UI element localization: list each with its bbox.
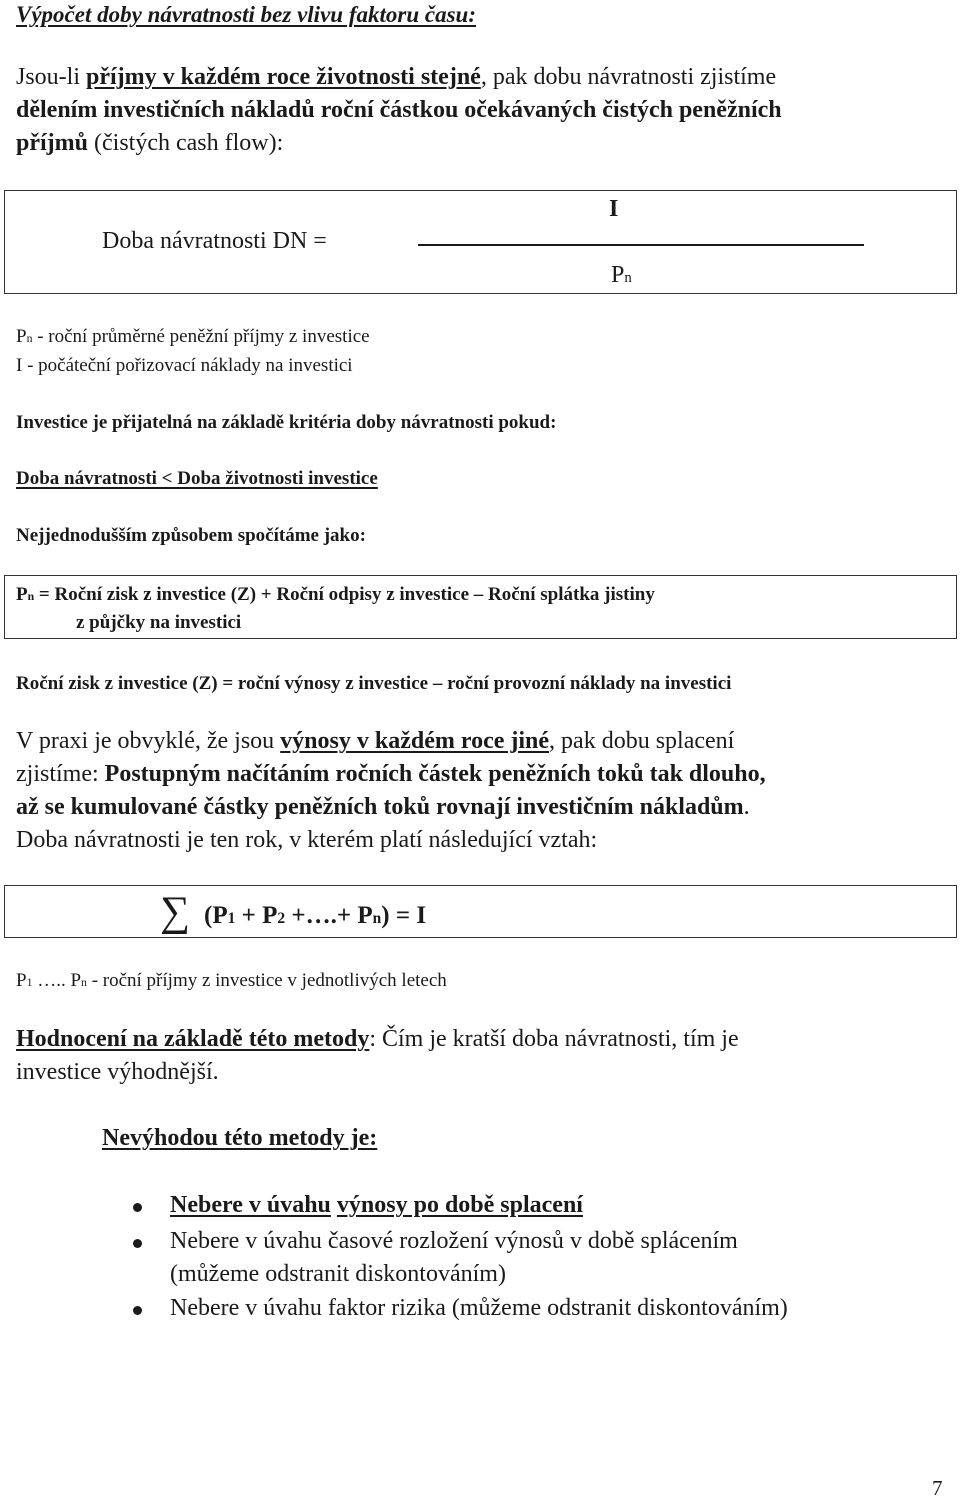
practice-line1-pre: V praxi je obvyklé, že jsou — [16, 728, 281, 754]
formula2-base: P — [16, 584, 28, 605]
bullet-item-3: Nebere v úvahu faktor rizika (můžeme odstranit diskontováním) — [170, 1295, 788, 1321]
bullet-icon — [133, 1239, 142, 1248]
formula-box-sum — [4, 885, 957, 938]
denominator-base: P — [611, 262, 625, 288]
legend-i: I - počáteční pořizovací náklady na investici — [16, 355, 353, 376]
bullet-item-2-line-2: (můžeme odstranit diskontováním) — [170, 1261, 506, 1287]
formula2-line-2: z půjčky na investici — [76, 612, 242, 633]
legend-pn-base: P — [16, 326, 27, 347]
formula2-text: = Roční zisk z investice (Z) + Roční odpisy z investice – Roční splátka jistiny — [34, 584, 655, 605]
bullet-icon — [133, 1306, 142, 1315]
bullet-item-2-line-1: Nebere v úvahu časové rozložení výnosů v době splácením — [170, 1228, 738, 1254]
page-number: 7 — [932, 1476, 943, 1500]
sigma-icon: ∑ — [160, 889, 190, 935]
sum-open: (P — [204, 902, 228, 929]
practice-line3-bold: až se kumulované částky peněžních toků rovnají investičním nákladům — [16, 794, 744, 820]
bullet1-part-1: Nebere v úvahu — [170, 1192, 331, 1218]
evaluation-text-1: : Čím je kratší doba návratnosti, tím je — [369, 1026, 739, 1052]
sum-plus-2: +….+ P — [285, 902, 373, 929]
legend2-text: - roční příjmy z investice v jednotlivých letech — [86, 970, 447, 991]
formula2-sub: n — [27, 590, 35, 603]
intro-line3-bold: příjmů — [16, 130, 88, 156]
profit-text: Roční zisk z investice (Z) = roční výnosy z investice – roční provozní náklady na investici — [16, 673, 732, 694]
formula2-line-1 — [16, 584, 655, 606]
legend2-dots: ….. P — [32, 970, 82, 991]
practice-line-2 — [16, 761, 766, 788]
practice-line-1 — [16, 728, 734, 755]
sum-plus-1: + P — [235, 902, 278, 929]
disadvantage-title: Nevýhodou této metody je: — [102, 1125, 378, 1151]
evaluation-label: Hodnocení na základě této metody — [16, 1026, 370, 1052]
intro-line1-post: , pak dobu návratnosti zjistíme — [480, 64, 777, 90]
intro-line3-post: (čistých cash flow): — [88, 130, 284, 156]
practice-line2-pre: zjistíme: — [16, 761, 105, 787]
formula-label: Doba návratnosti DN = — [102, 228, 327, 254]
bullet1-part-2: výnosy po době splacení — [336, 1192, 583, 1218]
sum-formula — [204, 902, 426, 930]
legend-pn — [16, 326, 370, 348]
legend-pn-sub: n — [26, 332, 33, 345]
bullet-item-1 — [170, 1192, 583, 1219]
criterion-text: Investice je přijatelná na základě kritéria doby návratnosti pokud: — [16, 412, 557, 433]
practice-line2-bold: Postupným načítáním ročních částek peněžních toků tak dlouho, — [104, 761, 766, 787]
formula-numerator: I — [609, 196, 619, 222]
page-heading: Výpočet doby návratnosti bez vlivu faktoru času: — [16, 2, 476, 27]
bullet-icon — [133, 1203, 142, 1212]
practice-line-4: Doba návratnosti je ten rok, v kterém platí následující vztah: — [16, 827, 598, 853]
sum-sub-2: 2 — [277, 910, 286, 927]
legend2-p: P — [16, 970, 27, 991]
practice-line-3 — [16, 794, 750, 821]
sum-sub-1: 1 — [227, 910, 236, 927]
practice-line1-post: , pak dobu splacení — [549, 728, 735, 754]
intro-line-2: dělením investičních nákladů roční částkou očekávaných čistých peněžních — [16, 97, 782, 123]
denominator-sub: n — [624, 270, 632, 286]
intro-line-3 — [16, 130, 283, 157]
simplest-text: Nejjednodušším způsobem spočítáme jako: — [16, 525, 366, 546]
legend2-sub-n: n — [81, 976, 87, 989]
formula-denominator — [611, 262, 632, 289]
condition-text: Doba návratnosti < Doba životnosti investice — [16, 468, 378, 489]
evaluation-line-2: investice výhodnější. — [16, 1059, 219, 1085]
intro-line-1 — [16, 64, 776, 91]
sum-sub-n: n — [372, 910, 382, 927]
legend2-sub-1: 1 — [26, 976, 33, 989]
practice-line1-underlined: výnosy v každém roce jiné — [280, 728, 550, 754]
legend-p1-pn — [16, 970, 447, 992]
intro-line1-pre: Jsou-li — [16, 64, 87, 90]
intro-line1-bold: příjmy v každém roce životnosti stejné — [86, 64, 481, 90]
legend-pn-text: - roční průměrné peněžní příjmy z investice — [32, 326, 370, 347]
fraction-bar — [418, 244, 864, 246]
sum-close: ) = I — [381, 902, 427, 929]
practice-line3-post: . — [743, 794, 750, 820]
evaluation-line-1 — [16, 1026, 739, 1053]
